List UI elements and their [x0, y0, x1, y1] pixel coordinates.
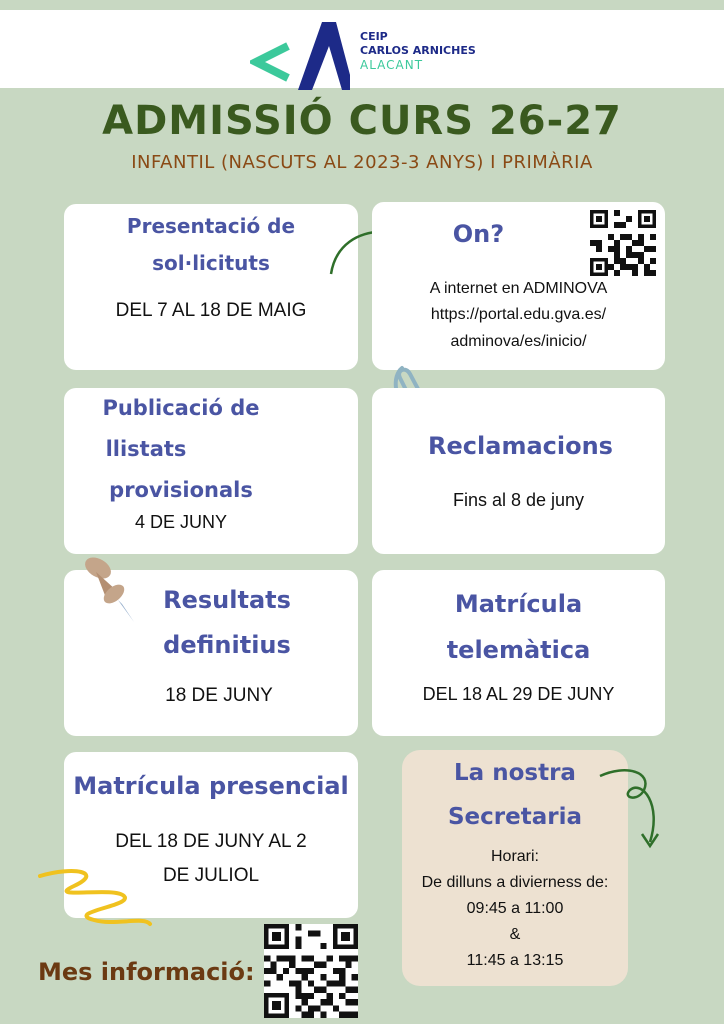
card-text: DEL 18 AL 29 DE JUNY [422, 684, 615, 704]
card-secretaria [402, 750, 628, 986]
card-reclamacions [372, 388, 665, 554]
logo-line-ceip: CEIP [360, 30, 388, 43]
card-text: DEL 7 AL 18 DE MAIG [115, 300, 307, 321]
card-heading: Matrícula presencial [73, 772, 349, 800]
card-text: Fins al 8 de juny [452, 490, 585, 510]
card-heading: Reclamacions [428, 432, 613, 460]
card-text: 18 DE JUNY [165, 685, 273, 706]
curly-arrow-icon [596, 764, 666, 854]
page-title: ADMISSIÓ CURS 26-27 [102, 98, 622, 144]
card-text: Horari: [490, 848, 539, 865]
card-heading: telemàtica [446, 636, 591, 664]
card-text: https://portal.edu.gva.es/ [430, 306, 607, 323]
card-heading: Matrícula [454, 590, 583, 618]
more-info-label: Mes informació: [38, 958, 255, 986]
card-heading: provisionals [109, 478, 253, 502]
logo-line-city: ALACANT [360, 58, 424, 72]
card-text: 4 DE JUNY [134, 512, 228, 532]
card-heading: La nostra [454, 760, 576, 786]
school-logo-icon [250, 18, 350, 90]
page-subtitle: INFANTIL (NASCUTS AL 2023-3 ANYS) I PRIMÀRIA [131, 152, 593, 173]
card-text: 09:45 a 11:00 [466, 900, 564, 917]
card-heading: Publicació de [102, 396, 260, 420]
card-text: DEL 18 DE JUNY AL 2 [115, 831, 307, 852]
logo-text [360, 30, 476, 72]
card-telematica [372, 570, 665, 736]
card-text: De dilluns a divierness de: [421, 874, 609, 891]
card-heading: On? [452, 220, 505, 248]
card-heading: Resultats [163, 586, 291, 614]
more-info-qr-code-icon[interactable] [264, 924, 358, 1018]
logo-line-name: CARLOS ARNICHES [360, 44, 476, 57]
card-publicacio [64, 388, 358, 554]
card-text: & [509, 926, 521, 943]
card-text: DE JULIOL [162, 865, 260, 886]
card-heading: sol·licituts [152, 251, 270, 275]
card-presentacio [64, 204, 358, 370]
card-heading: Presentació de [126, 214, 296, 238]
push-pin-icon [76, 550, 140, 628]
scribble-icon [34, 866, 154, 936]
qr-code-icon[interactable] [590, 210, 656, 276]
card-text: 11:45 a 13:15 [466, 952, 564, 969]
card-text: adminova/es/inicio/ [450, 333, 587, 350]
card-heading: Secretaria [447, 804, 582, 830]
card-heading: definitius [163, 631, 291, 659]
card-text: A internet en ADMINOVA [429, 280, 608, 297]
card-heading: llistats [105, 437, 187, 461]
header-bar [0, 10, 724, 88]
